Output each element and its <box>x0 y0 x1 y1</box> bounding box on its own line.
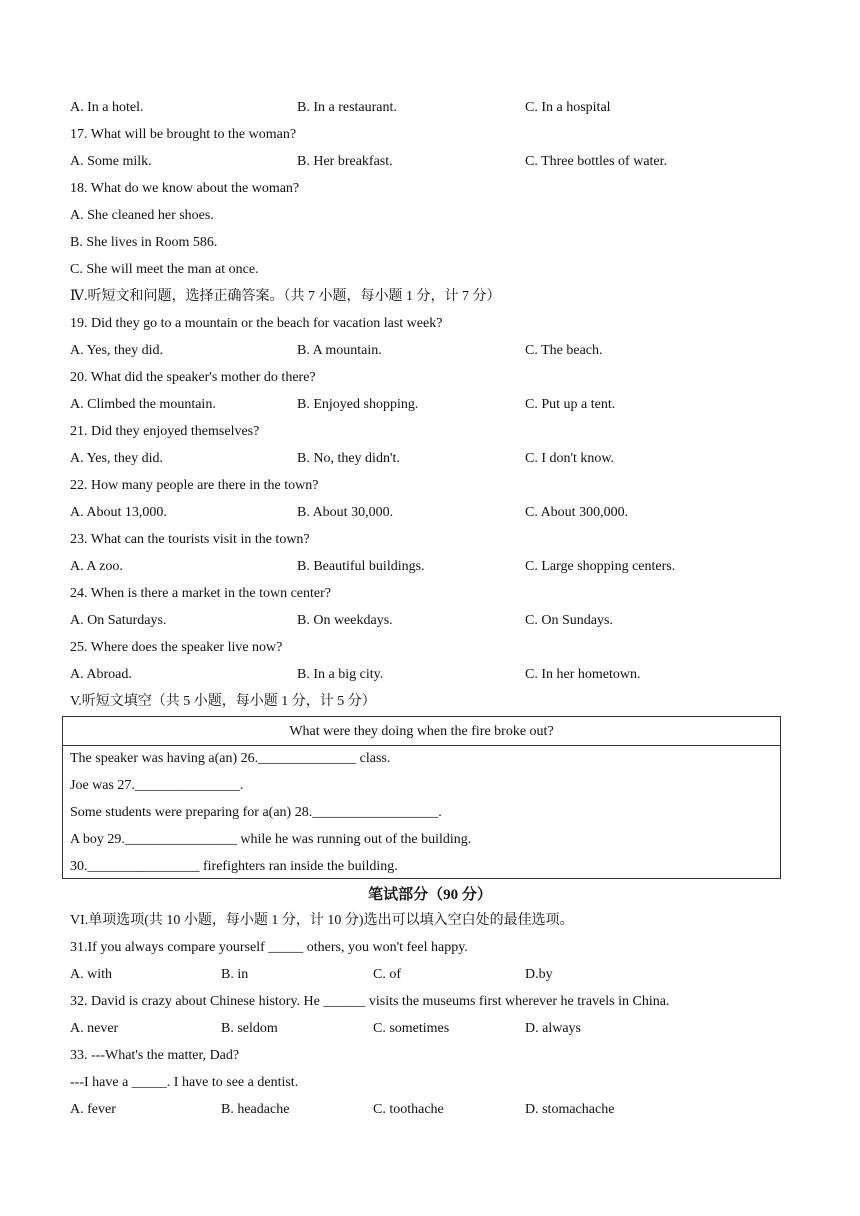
q18-question: 18. What do we know about the woman? <box>70 181 300 196</box>
q25-option-c: C. In her hometown. <box>525 667 641 682</box>
q33-option-d: D. stomachache <box>525 1102 615 1117</box>
written-part-title: 笔试部分（90 分） <box>368 887 492 903</box>
q17-question: 17. What will be brought to the woman? <box>70 127 297 142</box>
q17-option-a: A. Some milk. <box>70 154 152 169</box>
q32-option-c: C. sometimes <box>373 1021 450 1036</box>
q31-question: 31.If you always compare yourself _____ others, you won't feel happy. <box>70 940 468 955</box>
q31-option-a: A. with <box>70 967 112 982</box>
q23-option-b: B. Beautiful buildings. <box>297 559 425 574</box>
table-row-26: The speaker was having a(an) 26.______________ class. <box>70 751 391 766</box>
q24-option-b: B. On weekdays. <box>297 613 393 628</box>
q19-option-c: C. The beach. <box>525 343 603 358</box>
q17-option-c: C. Three bottles of water. <box>525 154 668 169</box>
q32-option-d: D. always <box>525 1021 581 1036</box>
q25-option-a: A. Abroad. <box>70 667 132 682</box>
q21-option-b: B. No, they didn't. <box>297 451 400 466</box>
section-4-title: Ⅳ.听短文和问题，选择正确答案。（共 7 小题，每小题 1 分，计 7 分） <box>70 289 501 304</box>
q19-question: 19. Did they go to a mountain or the beach for vacation last week? <box>70 316 443 331</box>
q22-option-c: C. About 300,000. <box>525 505 629 520</box>
q33-question-line-1: 33. ---What's the matter, Dad? <box>70 1048 240 1063</box>
q16-option-b: B. In a restaurant. <box>297 100 397 115</box>
table-header: What were they doing when the fire broke out? <box>63 717 780 746</box>
section-6-title: VI.单项选项(共 10 小题，每小题 1 分，计 10 分)选出可以填入空白处的最佳选项。 <box>70 913 574 928</box>
q20-option-b: B. Enjoyed shopping. <box>297 397 419 412</box>
q21-option-a: A. Yes, they did. <box>70 451 163 466</box>
q33-option-c: C. toothache <box>373 1102 444 1117</box>
q21-option-c: C. I don't know. <box>525 451 615 466</box>
q22-question: 22. How many people are there in the town? <box>70 478 319 493</box>
q20-option-c: C. Put up a tent. <box>525 397 616 412</box>
q22-option-a: A. About 13,000. <box>70 505 167 520</box>
q31-option-c: C. of <box>373 967 401 982</box>
q16-option-c: C. In a hospital <box>525 100 611 115</box>
table-row-30: 30.________________ firefighters ran inside the building. <box>70 859 398 874</box>
q19-option-a: A. Yes, they did. <box>70 343 163 358</box>
fill-in-table <box>62 716 781 879</box>
q25-question: 25. Where does the speaker live now? <box>70 640 283 655</box>
q33-option-b: B. headache <box>221 1102 290 1117</box>
q31-option-d: D.by <box>525 967 553 982</box>
q18-option-b: B. She lives in Room 586. <box>70 235 218 250</box>
q32-option-b: B. seldom <box>221 1021 278 1036</box>
q18-option-a: A. She cleaned her shoes. <box>70 208 214 223</box>
table-row-28: Some students were preparing for a(an) 28.__________________. <box>70 805 442 820</box>
q32-option-a: A. never <box>70 1021 119 1036</box>
q22-option-b: B. About 30,000. <box>297 505 394 520</box>
q23-option-c: C. Large shopping centers. <box>525 559 676 574</box>
q16-option-a: A. In a hotel. <box>70 100 144 115</box>
q31-option-b: B. in <box>221 967 249 982</box>
q19-option-b: B. A mountain. <box>297 343 382 358</box>
q18-option-c: C. She will meet the man at once. <box>70 262 259 277</box>
q21-question: 21. Did they enjoyed themselves? <box>70 424 260 439</box>
q24-option-a: A. On Saturdays. <box>70 613 167 628</box>
q23-question: 23. What can the tourists visit in the town? <box>70 532 310 547</box>
q20-question: 20. What did the speaker's mother do there? <box>70 370 316 385</box>
q25-option-b: B. In a big city. <box>297 667 384 682</box>
q24-question: 24. When is there a market in the town center? <box>70 586 331 601</box>
q33-option-a: A. fever <box>70 1102 116 1117</box>
q20-option-a: A. Climbed the mountain. <box>70 397 216 412</box>
section-5-title: V.听短文填空（共 5 小题，每小题 1 分，计 5 分） <box>70 694 376 709</box>
q33-question-line-2: ---I have a _____. I have to see a dentist. <box>70 1075 299 1090</box>
table-row-29: A boy 29.________________ while he was running out of the building. <box>70 832 472 847</box>
q23-option-a: A. A zoo. <box>70 559 123 574</box>
q32-question: 32. David is crazy about Chinese history. He ______ visits the museums first wherever he travels in China. <box>70 994 670 1009</box>
q17-option-b: B. Her breakfast. <box>297 154 393 169</box>
table-row-27: Joe was 27._______________. <box>70 778 244 793</box>
q24-option-c: C. On Sundays. <box>525 613 613 628</box>
